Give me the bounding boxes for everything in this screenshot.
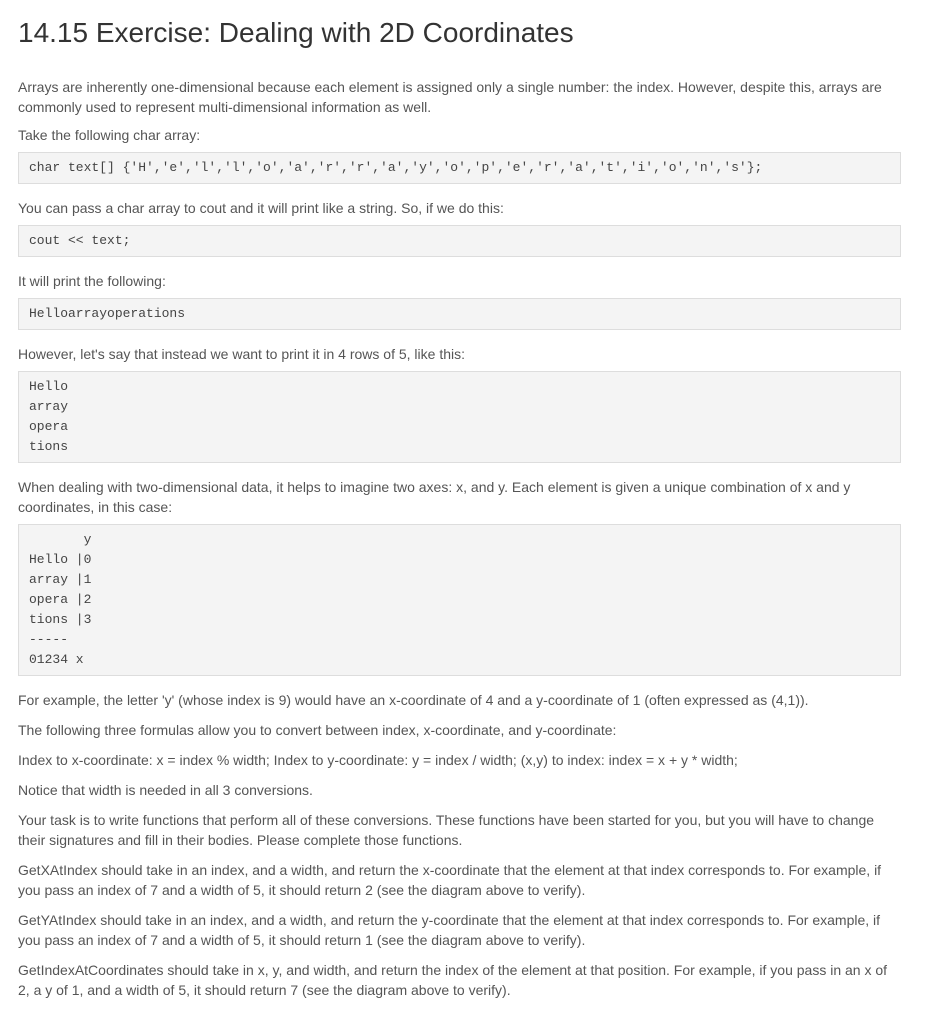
getindex-paragraph: GetIndexAtCoordinates should take in x, y, and width, and return the index of the element at that position. For example, if you pass in an x of 2, a y of 1, and a width of 5, it should return 7 (see the diagram above to verify). bbox=[18, 962, 888, 998]
formulas-text: Index to x-coordinate: x = index % width; Index to y-coordinate: y = index / width; (x,y) to index: index = x + y * width; bbox=[18, 752, 738, 768]
char-array-code-block: char text[] {'H','e','l','l','o','a','r','r','a','y','o','p','e','r','a','t','i','o','n','s'}; bbox=[18, 152, 901, 184]
page-title: 14.15 Exercise: Dealing with 2D Coordinates bbox=[18, 17, 574, 48]
formulas-intro-text: The following three formulas allow you to convert between index, x-coordinate, and y-coordinate: bbox=[18, 722, 617, 738]
gety-paragraph: GetYAtIndex should take in an index, and a width, and return the y-coordinate that the element at that index corresponds to. For example, if you pass an index of 7 and a width of 5, it should return 1 (see the diagram above to verify). bbox=[18, 912, 881, 948]
output-code-block: Helloarrayoperations bbox=[18, 298, 901, 330]
rows-of-five-text: However, let's say that instead we want to print it in 4 rows of 5, like this: bbox=[18, 346, 465, 362]
cout-code-block: cout << text; bbox=[18, 225, 901, 257]
print-following-text: It will print the following: bbox=[18, 273, 166, 289]
rows-code-block: Hello array opera tions bbox=[18, 371, 901, 463]
example-y-text: For example, the letter 'y' (whose index is 9) would have an x-coordinate of 4 and a y-coordinate of 1 (often expressed as (4,1)). bbox=[18, 692, 809, 708]
two-dim-paragraph: When dealing with two-dimensional data, it helps to imagine two axes: x, and y. Each element is given a unique combination of x and y coordinates, in this case: bbox=[18, 479, 851, 515]
intro-paragraph: Arrays are inherently one-dimensional because each element is assigned only a single number: the index. However, despite this, arrays are commonly used to represent multi-dimensional information as well. bbox=[18, 79, 882, 115]
width-needed-text: Notice that width is needed in all 3 conversions. bbox=[18, 782, 313, 798]
axes-code-block: y Hello |0 array |1 opera |2 tions |3 ----- 01234 x bbox=[18, 524, 901, 676]
task-paragraph: Your task is to write functions that perform all of these conversions. These functions have been started for you, but you will have to change their signatures and fill in their bodies. Please complete those functions. bbox=[18, 812, 875, 848]
getx-paragraph: GetXAtIndex should take in an index, and a width, and return the x-coordinate that the element at that index corresponds to. For example, if you pass an index of 7 and a width of 5, it should return 2 (see the diagram above to verify). bbox=[18, 862, 882, 898]
pass-cout-text: You can pass a char array to cout and it will print like a string. So, if we do this: bbox=[18, 200, 504, 216]
take-array-text: Take the following char array: bbox=[18, 127, 201, 143]
